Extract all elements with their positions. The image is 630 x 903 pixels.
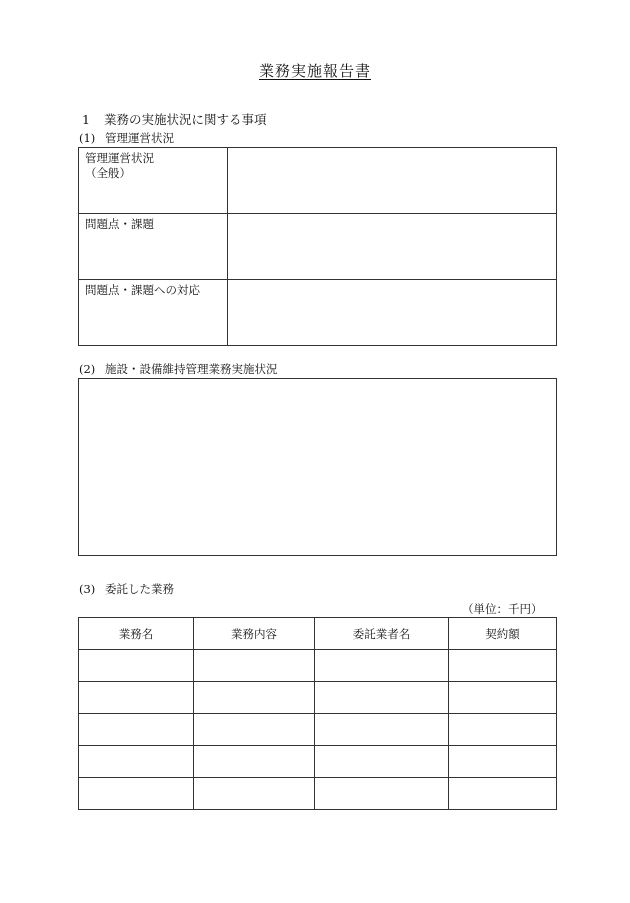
page-title: [0, 60, 630, 81]
facility-maintenance-field[interactable]: [78, 378, 557, 556]
table-row: [79, 650, 557, 682]
table-cell[interactable]: [194, 746, 315, 778]
row-label-line: （全般）: [85, 166, 131, 180]
column-header-work-name: 業務名: [79, 618, 194, 650]
table-row: [79, 148, 557, 214]
issues-field[interactable]: [228, 214, 557, 280]
row-label-line: 管理運営状況: [85, 151, 154, 165]
table-cell[interactable]: [194, 650, 315, 682]
table-cell[interactable]: [449, 778, 557, 810]
subsection-1-number: (1): [79, 131, 96, 145]
table-row: [79, 714, 557, 746]
table-cell[interactable]: [449, 682, 557, 714]
table-cell[interactable]: [79, 682, 194, 714]
table-cell[interactable]: [449, 714, 557, 746]
row-label-line: 問題点・課題: [85, 217, 154, 231]
subsection-3-title: 委託した業務: [105, 582, 174, 596]
row-label-responses: [79, 280, 228, 346]
page-title-text: 業務実施報告書: [258, 62, 371, 80]
subsection-1-title: 管理運営状況: [105, 131, 174, 145]
table-cell[interactable]: [315, 778, 449, 810]
subsection-1-heading: [79, 130, 174, 146]
row-label-line: 問題点・課題への対応: [85, 283, 200, 297]
overall-status-field[interactable]: [228, 148, 557, 214]
table-header-row: [79, 618, 557, 650]
table-row: [79, 778, 557, 810]
column-header-contractor: 委託業者名: [315, 618, 449, 650]
table-row: [79, 746, 557, 778]
management-status-table: [78, 147, 557, 346]
table-row: [79, 214, 557, 280]
table-cell[interactable]: [315, 714, 449, 746]
responses-field[interactable]: [228, 280, 557, 346]
table-cell[interactable]: [194, 682, 315, 714]
section-1-number: 1: [82, 112, 90, 127]
outsourced-work-table: [78, 617, 557, 810]
subsection-2-number: (2): [79, 362, 96, 376]
table-cell[interactable]: [315, 682, 449, 714]
column-header-contract-amount: 契約額: [449, 618, 557, 650]
subsection-3-heading: [79, 581, 174, 597]
table-cell[interactable]: [79, 714, 194, 746]
table-row: [79, 682, 557, 714]
row-label-issues: [79, 214, 228, 280]
table-cell[interactable]: [315, 650, 449, 682]
subsection-3-number: (3): [79, 582, 96, 596]
table-cell[interactable]: [79, 778, 194, 810]
table-cell[interactable]: [79, 650, 194, 682]
table-cell[interactable]: [315, 746, 449, 778]
section-1-heading: [82, 110, 267, 128]
section-1-title: 業務の実施状況に関する事項: [104, 112, 267, 127]
unit-note: （単位：千円）: [462, 602, 543, 616]
row-label-overall: [79, 148, 228, 214]
table-cell[interactable]: [449, 650, 557, 682]
table-cell[interactable]: [194, 778, 315, 810]
table-cell[interactable]: [449, 746, 557, 778]
column-header-work-content: 業務内容: [194, 618, 315, 650]
table-cell[interactable]: [194, 714, 315, 746]
subsection-2-heading: [79, 361, 278, 377]
table-row: [79, 280, 557, 346]
subsection-2-title: 施設・設備維持管理業務実施状況: [105, 362, 278, 376]
table-cell[interactable]: [79, 746, 194, 778]
